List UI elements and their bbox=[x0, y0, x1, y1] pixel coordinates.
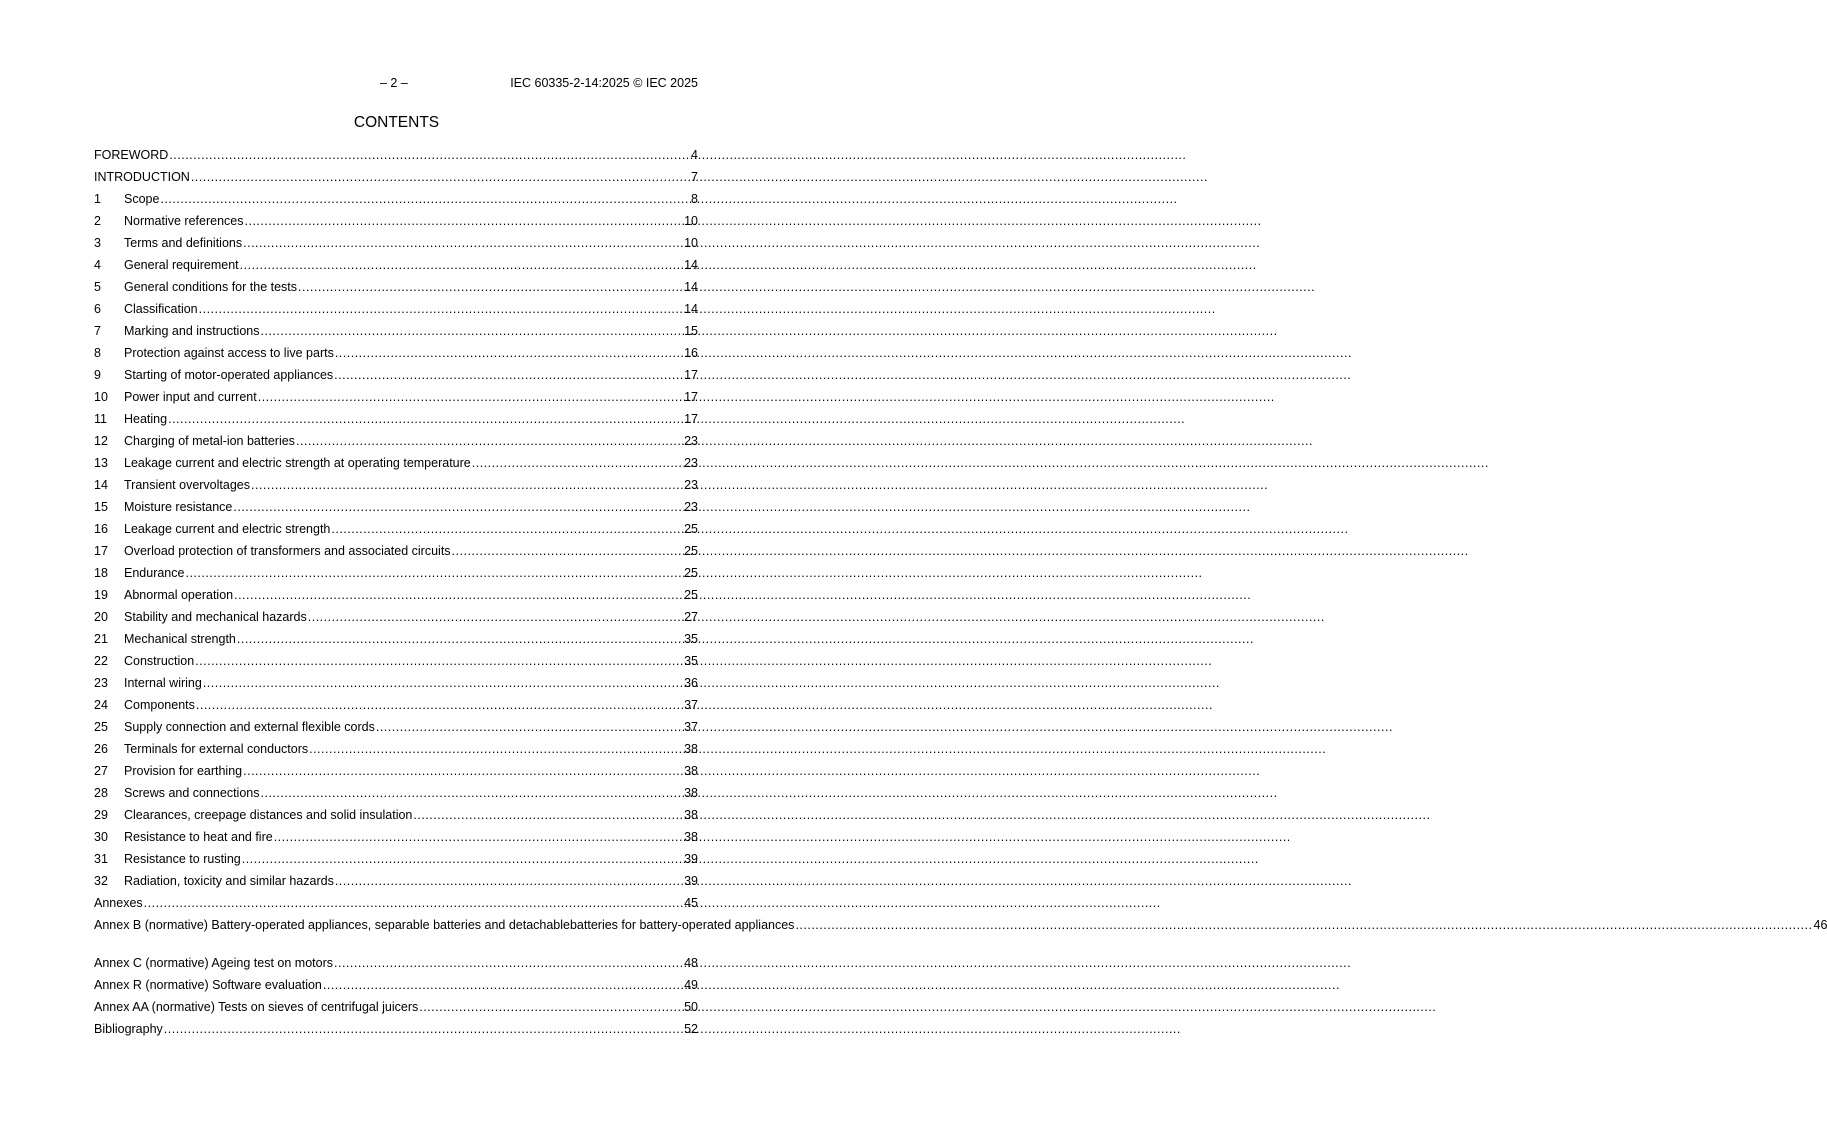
toc-entry-label: Heating bbox=[124, 412, 168, 426]
dot-leader bbox=[233, 499, 683, 515]
document-reference: IEC 60335-2-14:2025 © IEC 2025 bbox=[510, 76, 698, 90]
toc-entry-label: Radiation, toxicity and similar hazards bbox=[124, 874, 334, 888]
toc-entry-page: 37 bbox=[684, 720, 698, 734]
toc-entry-label: Annex AA (normative) Tests on sieves of centrifugal juicers bbox=[94, 1000, 419, 1014]
toc-entry-label: Screws and connections bbox=[124, 786, 260, 800]
dot-leader bbox=[452, 543, 684, 559]
toc-entry-number: 22 bbox=[94, 654, 108, 668]
toc-entry-page: 39 bbox=[684, 852, 698, 866]
toc-entry-page: 27 bbox=[684, 610, 698, 624]
toc-entry-page: 25 bbox=[684, 544, 698, 558]
dot-leader bbox=[334, 367, 683, 383]
dot-leader bbox=[251, 477, 683, 493]
toc-entry-label: INTRODUCTION bbox=[94, 170, 190, 184]
toc-entry[interactable] bbox=[94, 168, 698, 190]
toc-entry-page: 14 bbox=[684, 258, 698, 272]
toc-entry-number: 14 bbox=[94, 478, 108, 492]
dot-leader bbox=[323, 977, 683, 993]
dot-leader bbox=[242, 851, 683, 867]
dot-leader bbox=[472, 455, 683, 471]
toc-entry-page: 38 bbox=[684, 830, 698, 844]
toc-entry[interactable] bbox=[94, 564, 698, 586]
toc-entry[interactable] bbox=[94, 652, 698, 674]
toc-entry[interactable] bbox=[94, 520, 698, 542]
toc-entry-number: 8 bbox=[94, 346, 101, 360]
toc-entry[interactable] bbox=[94, 894, 698, 916]
toc-entry[interactable] bbox=[94, 850, 698, 872]
toc-entry-page: 23 bbox=[684, 456, 698, 470]
toc-entry-label: Resistance to heat and fire bbox=[124, 830, 273, 844]
toc-entry[interactable] bbox=[94, 498, 698, 520]
toc-entry-label: Transient overvoltages bbox=[124, 478, 250, 492]
toc-entry-page: 7 bbox=[691, 170, 698, 184]
toc-entry-label: Marking and instructions bbox=[124, 324, 260, 338]
dot-leader bbox=[144, 895, 683, 911]
toc-entry-page: 36 bbox=[684, 676, 698, 690]
dot-leader bbox=[160, 191, 690, 207]
toc-entry-page: 25 bbox=[684, 522, 698, 536]
toc-entry-number: 10 bbox=[94, 390, 108, 404]
toc-entry-label: Terms and definitions bbox=[124, 236, 243, 250]
toc-entry-page: 39 bbox=[684, 874, 698, 888]
toc-entry-page: 15 bbox=[684, 324, 698, 338]
toc-entry-number: 30 bbox=[94, 830, 108, 844]
page-header bbox=[0, 76, 793, 92]
toc-entry-page: 35 bbox=[684, 654, 698, 668]
toc-entry-page: 50 bbox=[684, 1000, 698, 1014]
toc-entry-label: Annexes bbox=[94, 896, 143, 910]
toc-entry[interactable] bbox=[94, 388, 698, 410]
toc-entry-page: 23 bbox=[684, 500, 698, 514]
toc-entry[interactable] bbox=[94, 542, 698, 564]
toc-entry-label: Power input and current bbox=[124, 390, 257, 404]
toc-entry-page: 35 bbox=[684, 632, 698, 646]
toc-entry[interactable] bbox=[94, 762, 698, 784]
dot-leader bbox=[243, 235, 683, 251]
dot-leader bbox=[795, 917, 1812, 933]
page-number: – 2 – bbox=[380, 76, 408, 90]
toc-entry[interactable] bbox=[94, 806, 698, 828]
dot-leader bbox=[258, 389, 683, 405]
toc-entry-number: 13 bbox=[94, 456, 108, 470]
toc-entry-number: 19 bbox=[94, 588, 108, 602]
toc-entry[interactable] bbox=[94, 300, 698, 322]
toc-entry-number: 5 bbox=[94, 280, 101, 294]
table-of-contents bbox=[94, 146, 1827, 1042]
toc-entry-label: Components bbox=[124, 698, 195, 712]
dot-leader bbox=[185, 565, 683, 581]
toc-entry-label: Clearances, creepage distances and solid insulation bbox=[124, 808, 413, 822]
toc-entry-label: Terminals for external conductors bbox=[124, 742, 309, 756]
dot-leader bbox=[196, 697, 683, 713]
toc-entry-label: Scope bbox=[124, 192, 160, 206]
toc-entry-label: Supply connection and external flexible cords bbox=[124, 720, 375, 734]
dot-leader bbox=[164, 1021, 683, 1037]
toc-entry[interactable] bbox=[94, 674, 698, 696]
dot-leader bbox=[335, 345, 683, 361]
toc-entry-number: 7 bbox=[94, 324, 101, 338]
toc-entry-label: Provision for earthing bbox=[124, 764, 243, 778]
toc-entry-number: 1 bbox=[94, 192, 101, 206]
toc-entry[interactable] bbox=[94, 256, 698, 278]
dot-leader bbox=[234, 587, 683, 603]
dot-leader bbox=[334, 955, 683, 971]
dot-leader bbox=[199, 301, 683, 317]
toc-entry-number: 11 bbox=[94, 412, 107, 426]
toc-entry-page: 38 bbox=[684, 786, 698, 800]
toc-entry-page: 16 bbox=[684, 346, 698, 360]
toc-entry-page: 23 bbox=[684, 434, 698, 448]
toc-entry-page: 25 bbox=[684, 588, 698, 602]
toc-entry[interactable] bbox=[94, 146, 698, 168]
dot-leader bbox=[376, 719, 683, 735]
toc-entry-page: 10 bbox=[684, 236, 698, 250]
toc-entry-label: Annex B (normative) Battery-operated appliances, separable batteries and detachable bbox=[94, 918, 570, 932]
toc-entry-page: 8 bbox=[691, 192, 698, 206]
toc-entry[interactable] bbox=[94, 916, 1827, 954]
toc-entry-label: Protection against access to live parts bbox=[124, 346, 334, 360]
dot-leader bbox=[195, 653, 683, 669]
toc-entry-number: 23 bbox=[94, 676, 108, 690]
toc-entry-page: 45 bbox=[684, 896, 698, 910]
toc-entry-page: 38 bbox=[684, 742, 698, 756]
toc-entry[interactable] bbox=[94, 872, 698, 894]
toc-entry-label: Starting of motor-operated appliances bbox=[124, 368, 334, 382]
toc-entry[interactable] bbox=[94, 954, 698, 976]
toc-entry-page: 46 bbox=[1813, 918, 1827, 932]
toc-entry-number: 31 bbox=[94, 852, 108, 866]
toc-entry-number: 6 bbox=[94, 302, 101, 316]
toc-entry-page: 25 bbox=[684, 566, 698, 580]
toc-entry-number: 16 bbox=[94, 522, 108, 536]
toc-entry[interactable] bbox=[94, 630, 698, 652]
dot-leader bbox=[331, 521, 683, 537]
dot-leader bbox=[298, 279, 683, 295]
toc-entry-number: 17 bbox=[94, 544, 108, 558]
toc-entry[interactable] bbox=[94, 586, 698, 608]
toc-entry-page: 48 bbox=[684, 956, 698, 970]
toc-entry[interactable] bbox=[94, 410, 698, 432]
toc-entry-page: 4 bbox=[691, 148, 698, 162]
toc-entry-page: 14 bbox=[684, 302, 698, 316]
toc-entry[interactable] bbox=[94, 212, 698, 234]
toc-entry-label: Endurance bbox=[124, 566, 185, 580]
dot-leader bbox=[309, 741, 683, 757]
toc-entry-label: Leakage current and electric strength bbox=[124, 522, 331, 536]
toc-entry-number: 20 bbox=[94, 610, 108, 624]
toc-entry-number: 27 bbox=[94, 764, 108, 778]
toc-entry-label: Overload protection of transformers and associated circuits bbox=[124, 544, 451, 558]
toc-entry[interactable] bbox=[94, 432, 698, 454]
toc-entry-number: 12 bbox=[94, 434, 108, 448]
toc-entry[interactable] bbox=[94, 784, 698, 806]
toc-entry-label: General conditions for the tests bbox=[124, 280, 298, 294]
toc-entry-label: Normative references bbox=[124, 214, 244, 228]
toc-entry-page: 17 bbox=[684, 412, 698, 426]
dot-leader bbox=[168, 411, 683, 427]
page-title: CONTENTS bbox=[353, 114, 440, 131]
toc-entry-label: Leakage current and electric strength at operating temperature bbox=[124, 456, 471, 470]
toc-entry-label: Annex R (normative) Software evaluation bbox=[94, 978, 322, 992]
toc-entry-label: Annex C (normative) Ageing test on motors bbox=[94, 956, 334, 970]
toc-entry-page: 17 bbox=[684, 390, 698, 404]
toc-entry-number: 21 bbox=[94, 632, 108, 646]
toc-entry[interactable] bbox=[94, 608, 698, 630]
toc-entry[interactable] bbox=[94, 828, 698, 850]
toc-entry-label: Charging of metal-ion batteries bbox=[124, 434, 295, 448]
toc-entry-label: Moisture resistance bbox=[124, 500, 233, 514]
dot-leader bbox=[203, 675, 683, 691]
toc-entry[interactable] bbox=[94, 366, 698, 388]
toc-entry-page: 38 bbox=[684, 808, 698, 822]
toc-entry-label: Bibliography bbox=[94, 1022, 163, 1036]
toc-entry-label: Classification bbox=[124, 302, 198, 316]
toc-entry-page: 23 bbox=[684, 478, 698, 492]
dot-leader bbox=[240, 257, 683, 273]
toc-entry[interactable] bbox=[94, 190, 698, 212]
toc-entry[interactable] bbox=[94, 740, 698, 762]
toc-entry-label: Resistance to rusting bbox=[124, 852, 241, 866]
toc-entry[interactable] bbox=[94, 1020, 698, 1042]
toc-entry-page: 52 bbox=[684, 1022, 698, 1036]
dot-leader bbox=[243, 763, 683, 779]
toc-entry-label: FOREWORD bbox=[94, 148, 169, 162]
toc-entry[interactable] bbox=[94, 998, 698, 1020]
toc-entry[interactable] bbox=[94, 696, 698, 718]
toc-entry-label: Stability and mechanical hazards bbox=[124, 610, 307, 624]
toc-entry-number: 3 bbox=[94, 236, 101, 250]
toc-entry-number: 32 bbox=[94, 874, 108, 888]
toc-entry[interactable] bbox=[94, 322, 698, 344]
toc-entry-label: General requirement bbox=[124, 258, 239, 272]
toc-entry-number: 2 bbox=[94, 214, 101, 228]
dot-leader bbox=[335, 873, 683, 889]
toc-entry[interactable] bbox=[94, 476, 698, 498]
toc-entry-label: Mechanical strength bbox=[124, 632, 236, 646]
dot-leader bbox=[419, 999, 683, 1015]
dot-leader bbox=[413, 807, 683, 823]
toc-entry-number: 15 bbox=[94, 500, 108, 514]
dot-leader bbox=[308, 609, 683, 625]
toc-entry-label: Abnormal operation bbox=[124, 588, 234, 602]
dot-leader bbox=[237, 631, 683, 647]
toc-entry-number: 25 bbox=[94, 720, 108, 734]
toc-entry[interactable] bbox=[94, 278, 698, 300]
toc-entry-number: 9 bbox=[94, 368, 101, 382]
toc-entry[interactable] bbox=[94, 344, 698, 366]
toc-entry[interactable] bbox=[94, 234, 698, 256]
toc-entry-number: 29 bbox=[94, 808, 108, 822]
dot-leader bbox=[261, 785, 684, 801]
toc-entry-label-continued: batteries for battery-operated appliances bbox=[569, 918, 795, 932]
toc-entry-number: 24 bbox=[94, 698, 108, 712]
dot-leader bbox=[169, 147, 690, 163]
toc-entry-page: 14 bbox=[684, 280, 698, 294]
toc-entry-page: 38 bbox=[684, 764, 698, 778]
toc-entry[interactable] bbox=[94, 718, 698, 740]
toc-entry-page: 17 bbox=[684, 368, 698, 382]
toc-entry[interactable] bbox=[94, 976, 698, 998]
dot-leader bbox=[274, 829, 683, 845]
toc-entry-page: 37 bbox=[684, 698, 698, 712]
toc-entry-number: 18 bbox=[94, 566, 108, 580]
toc-entry-number: 4 bbox=[94, 258, 101, 272]
toc-entry-number: 26 bbox=[94, 742, 108, 756]
toc-entry-label: Internal wiring bbox=[124, 676, 202, 690]
dot-leader bbox=[191, 169, 690, 185]
dot-leader bbox=[245, 213, 684, 229]
toc-entry-label: Construction bbox=[124, 654, 195, 668]
toc-entry-number: 28 bbox=[94, 786, 108, 800]
dot-leader bbox=[260, 323, 683, 339]
dot-leader bbox=[296, 433, 683, 449]
toc-entry[interactable] bbox=[94, 454, 698, 476]
toc-entry-page: 10 bbox=[684, 214, 698, 228]
toc-entry-page: 49 bbox=[684, 978, 698, 992]
